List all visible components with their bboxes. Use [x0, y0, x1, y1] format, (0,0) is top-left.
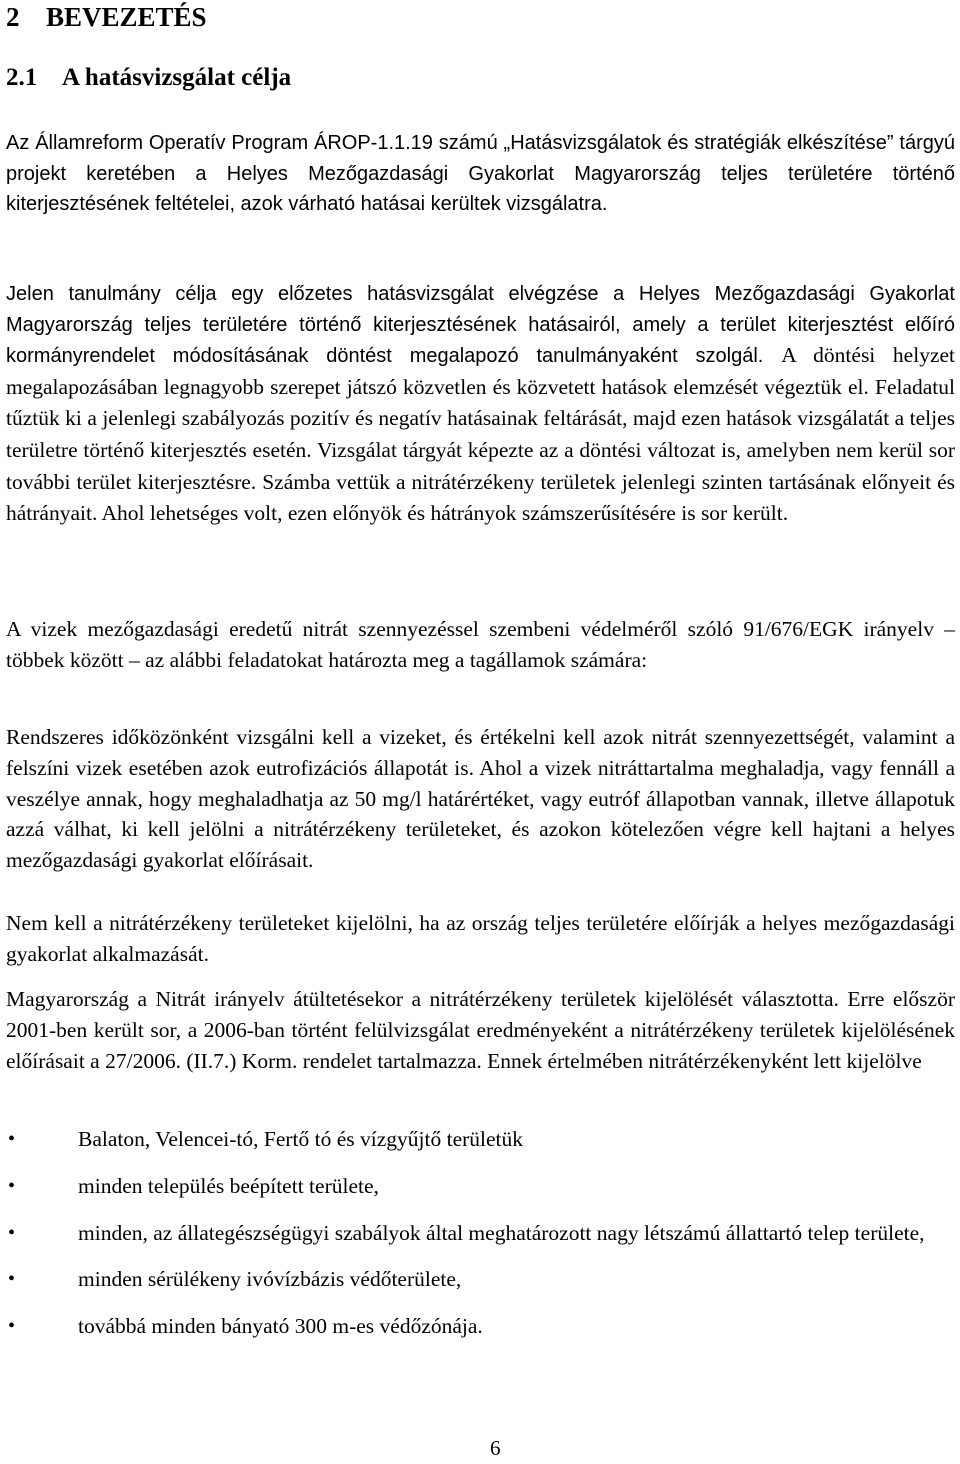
designated-areas-list: [6, 1124, 955, 1342]
paragraph-purpose: [6, 279, 955, 530]
paragraph-hungary: Magyarország a Nitrát irányelv átültetésekor a nitrátérzékeny területek kijelölését választotta. Erre először 2001-ben került sor, a 2006-ban történt felülvizsgálat eredményeként a nitrátérzékeny területek kijelölésének előírásait a 27/2006. (II.7.) Korm. rendelet tartalmazza. Ennek értelmében nitrátérzékenyként lett kijelölve: [6, 987, 955, 1073]
chapter-heading: [6, 2, 207, 33]
page-number: 6: [490, 1436, 501, 1460]
paragraph-purpose-continued: A döntési helyzet megalapozásában legnagyobb szerepet játszó közvetlen és közvetett hatások elemzését végeztük el. Feladatul tűztük ki a jelenlegi szabályozás pozitív és negatív hatásainak feltárását, majd ezen hatások vizsgálatát a teljes területre történő kiterjesztés esetén. Vizsgálat tárgyát képezte az a döntési változat is, amelyben nem kerül sor további terület kiterjesztésre. Számba vettük a nitrátérzékeny területek jelenlegi szinten tartásának előnyeit és hátrányait. Ahol lehetséges volt, ezen előnyök és hátrányok számszerűsítésére is sor került.: [6, 343, 956, 526]
list-item: • minden, az állategészségügyi szabályok által meghatározott nagy létszámú állattartó telep területe,: [6, 1218, 955, 1249]
section-number: 2.1: [6, 64, 38, 91]
bullet-icon: •: [8, 1174, 16, 1197]
section-title: A hatásvizsgálat célja: [62, 64, 292, 91]
section-heading: [6, 64, 291, 92]
chapter-title: BEVEZETÉS: [46, 2, 207, 32]
paragraph-exemption: Nem kell a nitrátérzékeny területeket kijelölni, ha az ország teljes területére előírják a helyes mezőgazdasági gyakorlat alkalmazását.: [6, 911, 955, 966]
bullet-icon: •: [8, 1221, 16, 1244]
paragraph-directive: A vizek mezőgazdasági eredetű nitrát szennyezéssel szembeni védelméről szóló 91/676/EGK irányelv – többek között – az alábbi feladatokat határozta meg a tagállamok számára:: [6, 617, 955, 672]
list-item: • minden sérülékeny ivóvízbázis védőterülete,: [6, 1264, 955, 1295]
list-item: • minden település beépített területe,: [6, 1171, 955, 1202]
bullet-icon: •: [8, 1128, 16, 1150]
paragraph-requirements: Rendszeres időközönként vizsgálni kell a vizeket, és értékelni kell azok nitrát szennyezettségét, valamint a felszíni vizek esetében azok eutrofizációs állapotát is. Ahol a vizek nitráttartalma meghaladja, vagy fennáll a veszélye annak, hogy meghaladhatja az 50 mg/l határértéket, vagy eutróf állapotban vannak, illetve állapotuk azzá válhat, ki kell jelölni a nitrátérzékeny területeket, és azokon kötelezően végre kell hajtani a helyes mezőgazdasági gyakorlat előírásait.: [6, 725, 955, 873]
chapter-number: 2: [6, 2, 20, 32]
list-item: • továbbá minden bányató 300 m-es védőzónája.: [6, 1311, 955, 1342]
bullet-icon: •: [8, 1315, 16, 1338]
list-item: • Balaton, Velencei-tó, Fertő tó és vízgyűjtő területük: [6, 1124, 955, 1155]
paragraph-purpose-text: Jelen tanulmány célja egy előzetes hatásvizsgálat elvégzése a Helyes Mezőgazdasági Gyakorlat Magyarország teljes területére történő kiterjesztésének hatásairól, amely a terület kiterjesztést előíró kormányrendelet módosításának döntést megalapozó tanulmányaként szolgál.: [6, 283, 955, 368]
bullet-icon: •: [8, 1268, 16, 1291]
paragraph-intro: Az Államreform Operatív Program ÁROP-1.1.19 számú „Hatásvizsgálatok és stratégiák elkészítése” tárgyú projekt keretében a Helyes Mezőgazdasági Gyakorlat Magyarország teljes területére történő kiterjesztésének feltételei, azok várható hatásai kerültek vizsgálatra.: [6, 132, 955, 216]
